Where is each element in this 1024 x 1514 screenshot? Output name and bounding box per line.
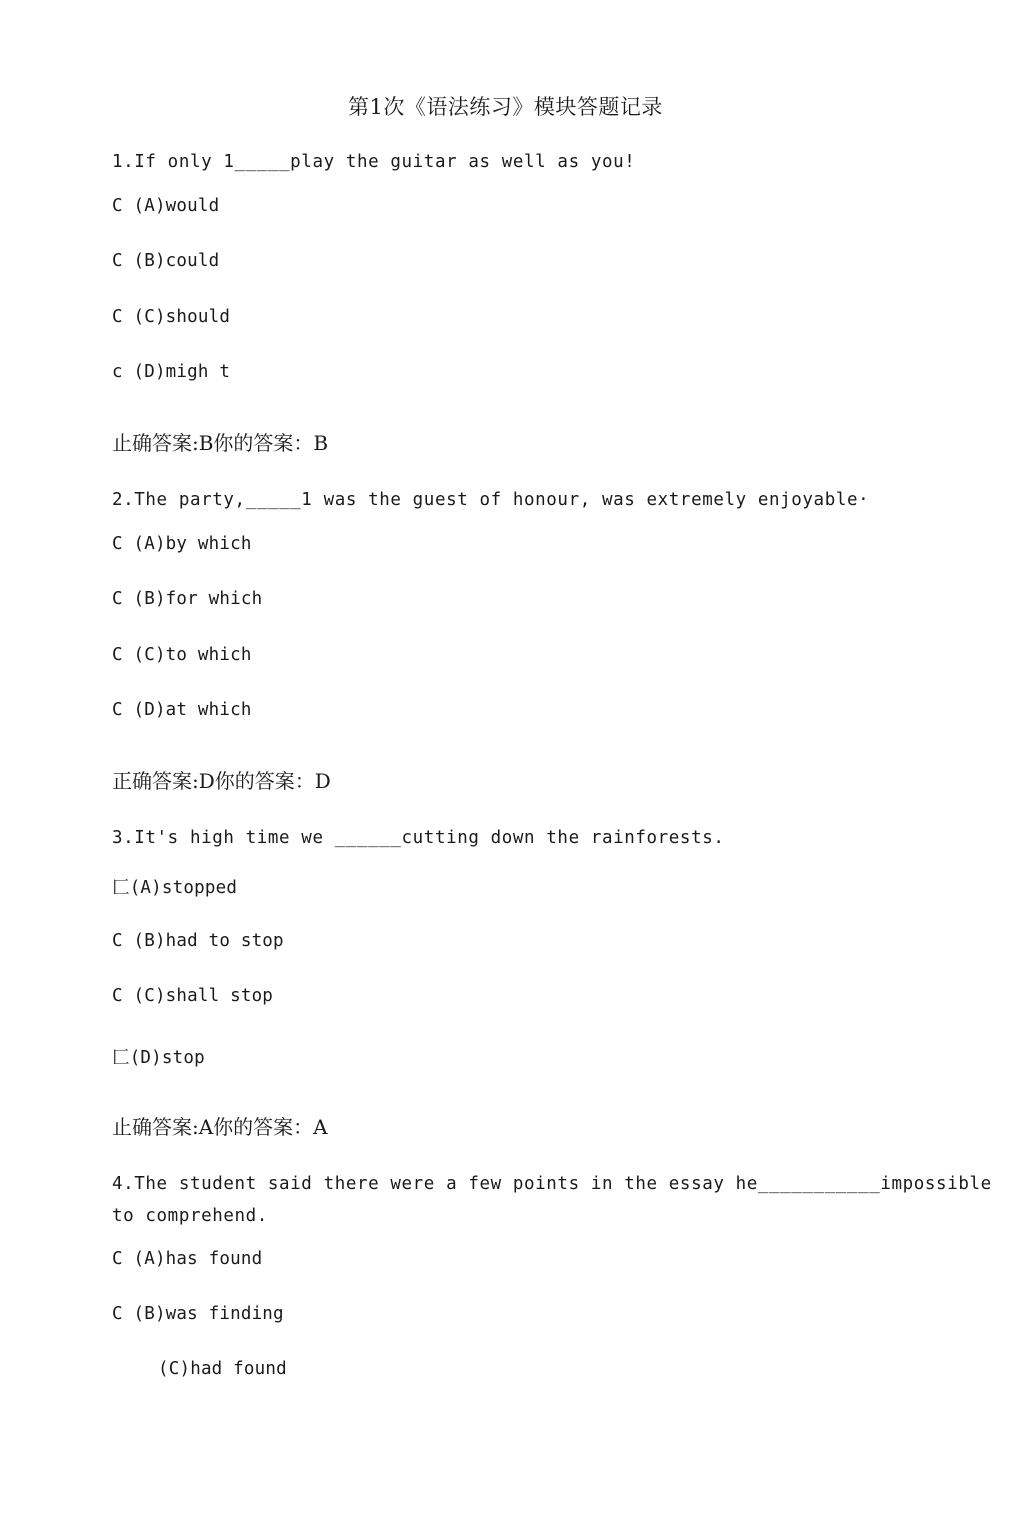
page-title: 第1次《语法练习》模块答题记录: [348, 95, 663, 119]
question-3-option-a: 匚(A)stopped: [112, 878, 238, 898]
question-1-option-d: c (D)migh t: [112, 362, 231, 382]
question-1-option-c: C (C)should: [112, 307, 231, 327]
question-4-option-c: (C)had found: [158, 1359, 287, 1379]
question-1-option-a: C (A)would: [112, 196, 220, 216]
question-3-option-d: 匚(D)stop: [112, 1048, 205, 1068]
question-3-stem: 3.It's high time we ______cutting down the rainforests.: [112, 828, 725, 848]
question-3-option-b: C (B)had to stop: [112, 931, 284, 951]
question-2-answer: 正确答案:D你的答案：D: [112, 769, 331, 793]
question-2-option-b: C (B)for which: [112, 589, 263, 609]
question-2-option-c: C (C)to which: [112, 645, 252, 665]
question-3-option-c: C (C)shall stop: [112, 986, 274, 1006]
question-4-option-b: C (B)was finding: [112, 1304, 284, 1324]
question-4-stem-line-1: 4.The student said there were a few points in the essay he___________impossible: [112, 1174, 992, 1194]
question-1-option-b: C (B)could: [112, 251, 220, 271]
question-4-stem-line-2: to comprehend.: [112, 1206, 268, 1226]
question-4-option-a: C (A)has found: [112, 1249, 263, 1269]
question-1-stem: 1.If only 1_____play the guitar as well as you!: [112, 152, 636, 172]
question-1-answer: 止确答案:B你的答案：B: [112, 431, 329, 455]
question-2-option-a: C (A)by which: [112, 534, 252, 554]
question-2-option-d: C (D)at which: [112, 700, 252, 720]
question-2-stem: 2.The party,_____1 was the guest of honour, was extremely enjoyable·: [112, 490, 870, 510]
question-3-answer: 止确答案:A你的答案：A: [112, 1115, 328, 1139]
